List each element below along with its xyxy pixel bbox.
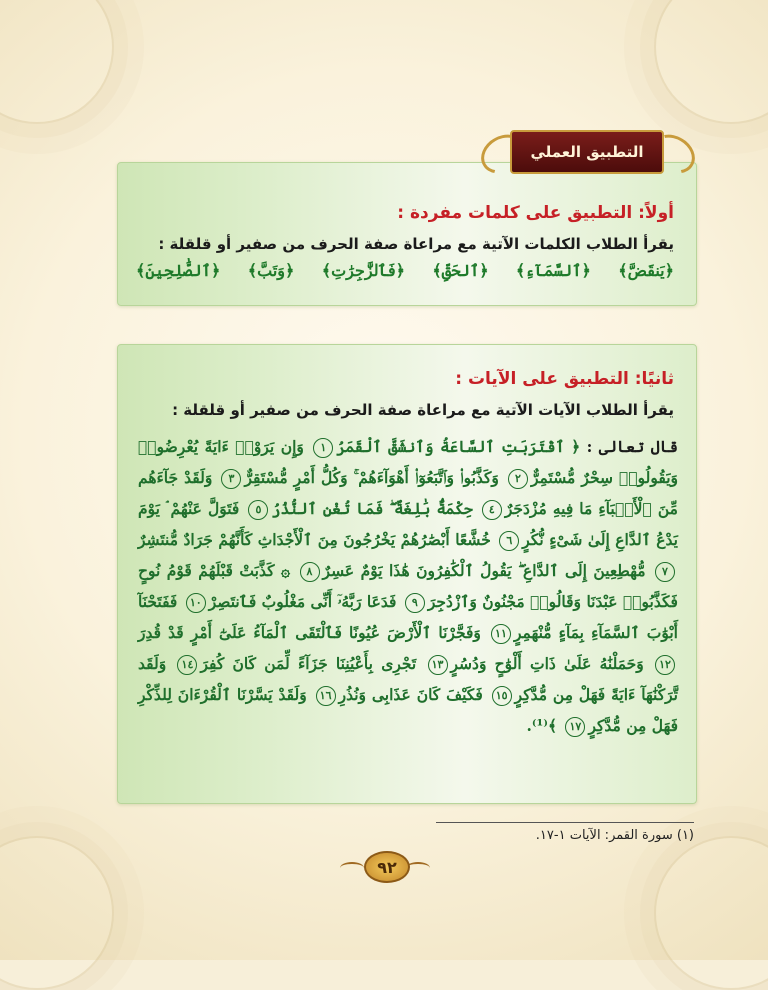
word-item: ﴿وَتَبَّ﴾ xyxy=(247,261,295,280)
word-item: ﴿فَٱلزَّٰجِرَٰتِ﴾ xyxy=(321,261,405,280)
verse-number: ١١ xyxy=(491,624,511,644)
section2-instruction: يقرأ الطلاب الآيات الآتية مع مراعاة صفة الحرف من صفير أو قلقلة : xyxy=(172,401,674,419)
footnote: (١) سورة القمر: الآيات ١-١٧. xyxy=(535,828,694,843)
verse-number: ٦ xyxy=(499,531,519,551)
verse-text: ۞ كَذَّبَتْ قَبْلَهُمْ قَوْمُ نُوحٍ فَكَذَّبُوا۟ عَبْدَنَا وَقَالُوا۟ مَجْنُونٌ وَٱزْدُجِرَ xyxy=(138,561,678,611)
verse-number: ٧ xyxy=(655,562,675,582)
verse-text: وَلَقَد تَّرَكْنَٰهَآ ءَايَةً فَهَلْ مِن مُّدَّكِرٍ xyxy=(138,654,678,704)
verses-text xyxy=(138,431,678,741)
verse-text: فَفَتَحْنَآ أَبْوَٰبَ ٱلسَّمَآءِ بِمَآءٍ مُّنْهَمِرٍ xyxy=(138,592,678,642)
verse-number: ١٦ xyxy=(316,686,336,706)
corner-ornament-bottom-right xyxy=(654,836,768,990)
verses-closing: ﴾⁽¹⁾. xyxy=(526,716,558,735)
verse-number: ١٣ xyxy=(428,655,448,675)
verse-number: ١٤ xyxy=(177,655,197,675)
verse-number: ١ xyxy=(313,438,333,458)
word-item: ﴿ٱلسَّمَآءِ﴾ xyxy=(515,261,591,280)
verse-text: ﴿ ٱقْتَرَبَتِ ٱلسَّاعَةُ وَٱنشَقَّ ٱلْقَمَرُ xyxy=(336,437,581,456)
corner-ornament-bottom-left xyxy=(0,836,114,990)
verse-text: وَحَمَلْنَٰهُ عَلَىٰ ذَاتِ أَلْوَٰحٍ وَدُسُرٍ xyxy=(450,654,644,673)
section1-instruction: يقرأ الطلاب الكلمات الآتية مع مراعاة صفة الحرف من صفير أو قلقلة : xyxy=(158,235,674,253)
section2-title: ثانيًا: التطبيق على الآيات : xyxy=(455,369,674,389)
verse-text: تَجْرِى بِأَعْيُنِنَا جَزَآءً لِّمَن كَانَ كُفِرَ xyxy=(200,654,417,673)
flourish-left xyxy=(340,862,364,874)
verse-text: وَإِن يَرَوْا۟ ءَايَةً يُعْرِضُوا۟ وَيَقُولُوا۟ سِحْرٌ مُّسْتَمِرٌّ xyxy=(138,437,679,487)
verse-text: مُّهْطِعِينَ إِلَى ٱلدَّاعِ ۖ يَقُولُ ٱلْكَٰفِرُونَ هَٰذَا يَوْمٌ عَسِرٌ xyxy=(322,561,646,580)
verse-number: ٢ xyxy=(508,469,528,489)
section1-title: أولاً: التطبيق على كلمات مفردة : xyxy=(397,203,674,223)
verse-text: فَكَيْفَ كَانَ عَذَابِى وَنُذُرِ xyxy=(338,685,483,704)
verse-text: وَفَجَّرْنَا ٱلْأَرْضَ عُيُونًا فَٱلْتَقَى ٱلْمَآءُ عَلَىٰٓ أَمْرٍ قَدْ قُدِرَ xyxy=(138,623,481,642)
verse-number: ٨ xyxy=(300,562,320,582)
verse-number: ١٥ xyxy=(492,686,512,706)
word-item: ﴿ٱلصَّٰلِحِينَ﴾ xyxy=(136,261,221,280)
verse-number: ١٧ xyxy=(565,717,585,737)
footnote-divider xyxy=(436,822,694,823)
verse-number: ٣ xyxy=(221,469,241,489)
verses-lead: قال تعالى : xyxy=(586,437,678,456)
verse-number: ١٠ xyxy=(186,593,206,613)
verse-number: ٤ xyxy=(482,500,502,520)
verse-number: ٥ xyxy=(248,500,268,520)
verse-text: وَلَقَدْ يَسَّرْنَا ٱلْقُرْءَانَ لِلذِّكْرِ فَهَلْ مِن مُّدَّكِرٍ xyxy=(138,685,678,735)
word-item: ﴿يَنقَضَّ﴾ xyxy=(618,261,674,280)
word-list xyxy=(136,261,674,280)
verse-text: حِكْمَةٌۢ بَٰلِغَةٌ ۖ فَمَا تُغْنِ ٱلنُّذُرُ xyxy=(271,499,473,518)
page-number: ٩٢ xyxy=(364,851,410,883)
page-title: التطبيق العملي xyxy=(510,130,664,174)
verse-text: وَلَقَدْ جَآءَهُم مِّنَ ٱلْأَنۢبَآءِ مَا فِيهِ مُزْدَجَرٌ xyxy=(138,468,678,518)
corner-ornament-top-left xyxy=(0,0,114,124)
header-ribbon xyxy=(482,118,694,188)
verse-text: وَكَذَّبُوا۟ وَٱتَّبَعُوٓا۟ أَهْوَآءَهُمْ ۚ وَكُلُّ أَمْرٍ مُّسْتَقِرٌّ xyxy=(244,468,499,487)
verse-text: خُشَّعًا أَبْصَٰرُهُمْ يَخْرُجُونَ مِنَ ٱلْأَجْدَاثِ كَأَنَّهُمْ جَرَادٌ مُّنتَشِرٌ xyxy=(138,530,491,549)
verse-text: فَتَوَلَّ عَنْهُمْ ۘ يَوْمَ يَدْعُ ٱلدَّاعِ إِلَىٰ شَىْءٍ نُّكُرٍ xyxy=(138,499,678,549)
verse-text: فَدَعَا رَبَّهُۥٓ أَنِّى مَغْلُوبٌ فَٱنتَصِرْ xyxy=(208,592,397,611)
word-item: ﴿ٱلحَقِّ﴾ xyxy=(432,261,489,280)
corner-ornament-top-right xyxy=(654,0,768,124)
page-number-badge xyxy=(340,847,430,887)
verse-number: ١٢ xyxy=(655,655,675,675)
verses-panel xyxy=(117,344,697,804)
verse-number: ٩ xyxy=(405,593,425,613)
